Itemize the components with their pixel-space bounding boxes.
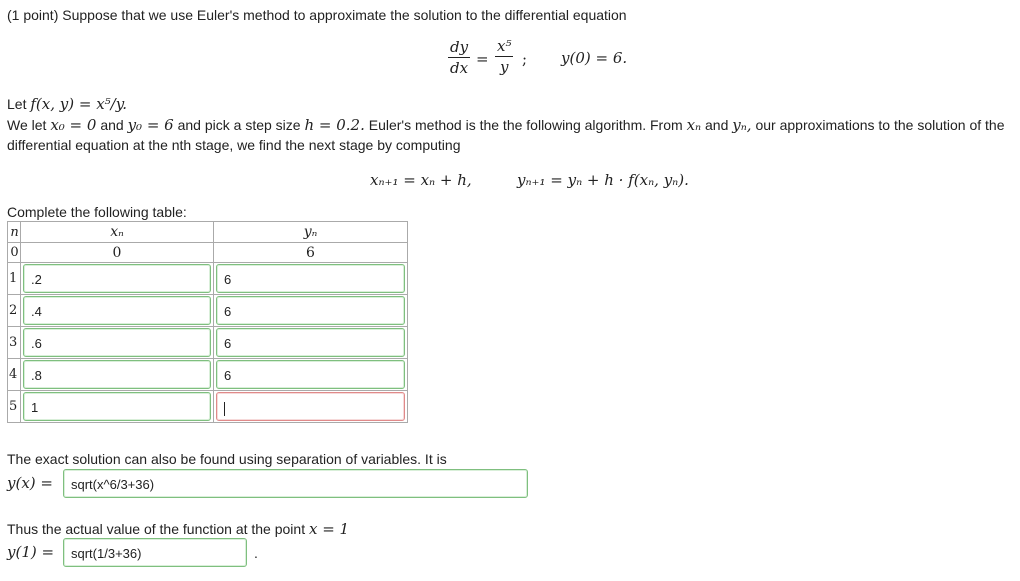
ode-rhs-denominator: y <box>500 58 509 76</box>
y-answer-input-active[interactable] <box>216 392 405 421</box>
y-cell <box>214 391 408 423</box>
y-cell <box>214 359 408 391</box>
f-definition: f(x, y) = x⁵/y. <box>30 95 127 113</box>
ode-rhs-numerator: x⁵ <box>497 37 512 55</box>
text-segment: Euler's method is the the following algorithm. From <box>364 117 687 133</box>
euler-y-formula: yₙ₊₁ = yₙ + h · f(xₙ, yₙ). <box>517 171 689 189</box>
row-index: 0 <box>8 243 21 263</box>
header-n: n <box>8 222 21 243</box>
fraction-bar <box>448 57 470 58</box>
text-cursor <box>224 402 225 416</box>
row-index: 2 <box>8 295 21 327</box>
actual-point: x = 1 <box>308 520 350 538</box>
x-answer-input[interactable]: .6 <box>23 328 211 357</box>
row-index: 5 <box>8 391 21 423</box>
actual-prompt <box>7 520 349 538</box>
actual-label: y(1) = <box>7 543 55 561</box>
table-row <box>8 295 408 327</box>
xn-symbol: xₙ <box>686 116 702 134</box>
y-answer-input[interactable]: 6 <box>216 264 405 293</box>
table-row <box>8 359 408 391</box>
row-index: 4 <box>8 359 21 391</box>
ode-semicolon: ; <box>522 50 528 68</box>
ode-lhs-numerator: dy <box>450 38 469 56</box>
table-prompt: Complete the following table: <box>7 204 187 220</box>
row-index: 3 <box>8 327 21 359</box>
euler-table <box>7 221 408 423</box>
initial-condition: y(0) = 6. <box>561 49 628 67</box>
exact-solution-input[interactable]: sqrt(x^6/3+36) <box>63 469 528 498</box>
let-line <box>7 95 127 113</box>
exact-prompt: The exact solution can also be found using separation of variables. It is <box>7 451 447 467</box>
ode-lhs-fraction <box>448 38 470 77</box>
text-segment: and <box>701 117 733 133</box>
text-segment: and <box>96 117 128 133</box>
y-cell <box>214 295 408 327</box>
ode-lhs-denominator: dx <box>450 59 469 77</box>
step-description <box>7 116 1005 134</box>
header-yn: yₙ <box>214 222 408 243</box>
y-answer-input[interactable]: 6 <box>216 360 405 389</box>
header-xn: xₙ <box>21 222 214 243</box>
row-index: 1 <box>8 263 21 295</box>
yn-symbol: yₙ, <box>732 116 752 134</box>
table-row <box>8 243 408 263</box>
step-description-cont: differential equation at the nth stage, we find the next stage by computing <box>7 137 461 153</box>
x-cell <box>21 263 214 295</box>
y-value: 6 <box>214 243 408 263</box>
question-intro: (1 point) Suppose that we use Euler's method to approximate the solution to the differential equation <box>7 7 627 23</box>
text-segment: our approximations to the solution of the <box>751 117 1005 133</box>
x-cell <box>21 327 214 359</box>
x-value: 0 <box>21 243 214 263</box>
let-prefix: Let <box>7 96 31 112</box>
x-cell <box>21 295 214 327</box>
euler-x-formula: xₙ₊₁ = xₙ + h, <box>370 171 472 189</box>
y-answer-input[interactable]: 6 <box>216 328 405 357</box>
x-answer-input[interactable]: .8 <box>23 360 211 389</box>
table-row <box>8 263 408 295</box>
y-cell <box>214 263 408 295</box>
y-cell <box>214 327 408 359</box>
text-segment: and pick a step size <box>173 117 305 133</box>
fraction-bar <box>495 56 513 57</box>
x0-value: x₀ = 0 <box>50 116 97 134</box>
table-row <box>8 391 408 423</box>
actual-prompt-text: Thus the actual value of the function at the point <box>7 521 309 537</box>
ode-equals: = <box>476 50 489 68</box>
x-cell <box>21 391 214 423</box>
y0-value: y₀ = 6 <box>127 116 174 134</box>
x-answer-input[interactable]: 1 <box>23 392 211 421</box>
exact-label: y(x) = <box>7 474 53 492</box>
x-answer-input[interactable]: .2 <box>23 264 211 293</box>
x-cell <box>21 359 214 391</box>
ode-rhs-fraction <box>495 37 513 76</box>
table-row <box>8 327 408 359</box>
table-header-row <box>8 222 408 243</box>
actual-value-input[interactable]: sqrt(1/3+36) <box>63 538 247 567</box>
y-answer-input[interactable]: 6 <box>216 296 405 325</box>
text-segment: We let <box>7 117 51 133</box>
period: . <box>254 545 258 561</box>
x-answer-input[interactable]: .4 <box>23 296 211 325</box>
step-size: h = 0.2. <box>304 116 365 134</box>
